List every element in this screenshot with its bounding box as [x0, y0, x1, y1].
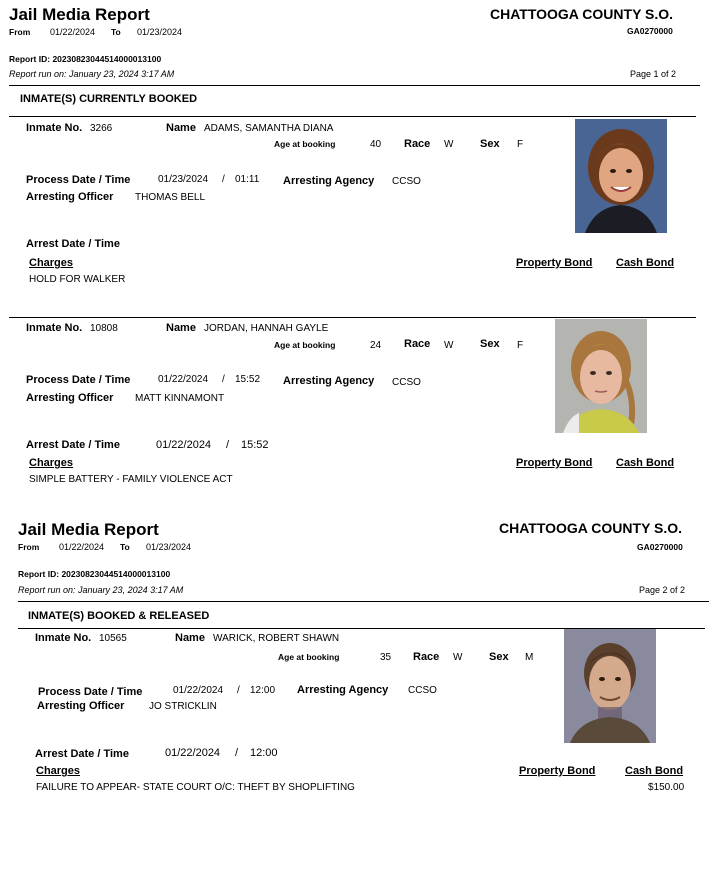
from-date: 01/22/2024: [50, 27, 96, 37]
divider: [9, 317, 696, 318]
race-value: W: [444, 340, 454, 351]
property-bond-header: Property Bond: [516, 257, 593, 269]
sex-label: Sex: [480, 138, 500, 150]
cash-bond-header: Cash Bond: [616, 257, 675, 269]
cash-bond-amount: $150.00: [648, 782, 685, 793]
cash-bond-header: Cash Bond: [625, 765, 684, 777]
name-label: Name: [166, 122, 196, 134]
cash-bond-header: Cash Bond: [616, 457, 675, 469]
officer-label: Arresting Officer: [26, 392, 114, 404]
arresting-agency: CCSO: [392, 377, 421, 388]
report-title: Jail Media Report: [9, 5, 150, 24]
charge-text: FAILURE TO APPEAR- STATE COURT O/C: THEFT BY SHOPLIFTING: [36, 782, 355, 793]
arrest-label: Arrest Date / Time: [26, 238, 120, 250]
age-value: 40: [370, 139, 382, 150]
section-title: INMATE(S) BOOKED & RELEASED: [28, 610, 210, 622]
age-value: 24: [370, 340, 382, 351]
report-run-on: Report run on: January 23, 2024 3:17 AM: [9, 69, 175, 79]
charge-text: HOLD FOR WALKER: [29, 274, 126, 285]
process-date: 01/22/2024: [158, 374, 209, 385]
race-label: Race: [404, 338, 431, 350]
agency-name: CHATTOOGA COUNTY S.O.: [490, 6, 674, 22]
arrest-time: 15:52: [241, 439, 269, 451]
agency-name: CHATTOOGA COUNTY S.O.: [499, 520, 683, 536]
inmate-no-label: Inmate No.: [26, 122, 83, 134]
inmate-no-label: Inmate No.: [35, 632, 92, 644]
inmate-no: 10565: [99, 633, 127, 644]
age-label: Age at booking: [278, 652, 340, 662]
arrest-time: 12:00: [250, 747, 278, 759]
race-value: W: [453, 652, 463, 663]
race-label: Race: [413, 651, 440, 663]
mugshot-photo: [575, 119, 667, 233]
officer-label: Arresting Officer: [37, 700, 125, 712]
page-number: Page 1 of 2: [630, 69, 677, 79]
slash: /: [237, 685, 240, 696]
ori-code: GA0270000: [637, 542, 683, 552]
to-label: To: [120, 542, 130, 552]
to-date: 01/23/2024: [137, 27, 183, 37]
name-label: Name: [175, 632, 205, 644]
report-run-on: Report run on: January 23, 2024 3:17 AM: [18, 585, 184, 595]
inmate-no: 10808: [90, 323, 118, 334]
arresting-agency: CCSO: [408, 685, 437, 696]
mugshot-photo: [564, 629, 656, 743]
arresting-officer: THOMAS BELL: [135, 192, 206, 203]
process-date: 01/22/2024: [173, 685, 224, 696]
process-time: 01:11: [235, 174, 260, 185]
process-time: 12:00: [250, 685, 276, 696]
arrest-label: Arrest Date / Time: [26, 439, 120, 451]
arrest-date: 01/22/2024: [165, 747, 221, 759]
arresting-officer: JO STRICKLIN: [149, 701, 217, 712]
to-label: To: [111, 27, 121, 37]
inmate-no-label: Inmate No.: [26, 322, 83, 334]
arrest-date: 01/22/2024: [156, 439, 212, 451]
age-label: Age at booking: [274, 139, 336, 149]
inmate-name: WARICK, ROBERT SHAWN: [213, 633, 340, 644]
age-label: Age at booking: [274, 340, 336, 350]
race-label: Race: [404, 138, 431, 150]
to-date: 01/23/2024: [146, 542, 192, 552]
from-label: From: [9, 27, 31, 37]
divider: [9, 85, 700, 86]
inmate-name: ADAMS, SAMANTHA DIANA: [204, 123, 334, 134]
name-label: Name: [166, 322, 196, 334]
page-number: Page 2 of 2: [639, 585, 686, 595]
report-id: Report ID: 20230823044514000013100: [18, 569, 171, 579]
inmate-no: 3266: [90, 123, 113, 134]
arrest-label: Arrest Date / Time: [35, 748, 129, 760]
sex-value: F: [517, 340, 524, 351]
section-title: INMATE(S) CURRENTLY BOOKED: [20, 93, 198, 105]
charge-text: SIMPLE BATTERY - FAMILY VIOLENCE ACT: [29, 474, 233, 485]
process-time: 15:52: [235, 374, 261, 385]
report-title: Jail Media Report: [18, 520, 159, 539]
report-id: Report ID: 20230823044514000013100: [9, 54, 162, 64]
age-value: 35: [380, 652, 392, 663]
charges-header: Charges: [36, 765, 81, 777]
agency-label: Arresting Agency: [283, 375, 375, 387]
arresting-officer: MATT KINNAMONT: [135, 393, 225, 404]
from-label: From: [18, 542, 40, 552]
slash: /: [235, 747, 239, 759]
agency-label: Arresting Agency: [297, 684, 389, 696]
process-label: Process Date / Time: [38, 686, 143, 698]
from-date: 01/22/2024: [59, 542, 105, 552]
slash: /: [222, 374, 225, 385]
arresting-agency: CCSO: [392, 176, 421, 187]
race-value: W: [444, 139, 454, 150]
sex-label: Sex: [489, 651, 509, 663]
charges-header: Charges: [29, 457, 74, 469]
inmate-name: JORDAN, HANNAH GAYLE: [204, 323, 329, 334]
process-label: Process Date / Time: [26, 174, 131, 186]
property-bond-header: Property Bond: [519, 765, 596, 777]
officer-label: Arresting Officer: [26, 191, 114, 203]
process-label: Process Date / Time: [26, 374, 131, 386]
ori-code: GA0270000: [627, 26, 673, 36]
agency-label: Arresting Agency: [283, 175, 375, 187]
slash: /: [222, 174, 225, 185]
sex-value: F: [517, 139, 524, 150]
mugshot-photo: [555, 319, 647, 433]
divider: [18, 601, 709, 602]
sex-value: M: [525, 652, 534, 663]
charges-header: Charges: [29, 257, 74, 269]
sex-label: Sex: [480, 338, 500, 350]
property-bond-header: Property Bond: [516, 457, 593, 469]
divider: [9, 116, 696, 117]
process-date: 01/23/2024: [158, 174, 209, 185]
slash: /: [226, 439, 230, 451]
